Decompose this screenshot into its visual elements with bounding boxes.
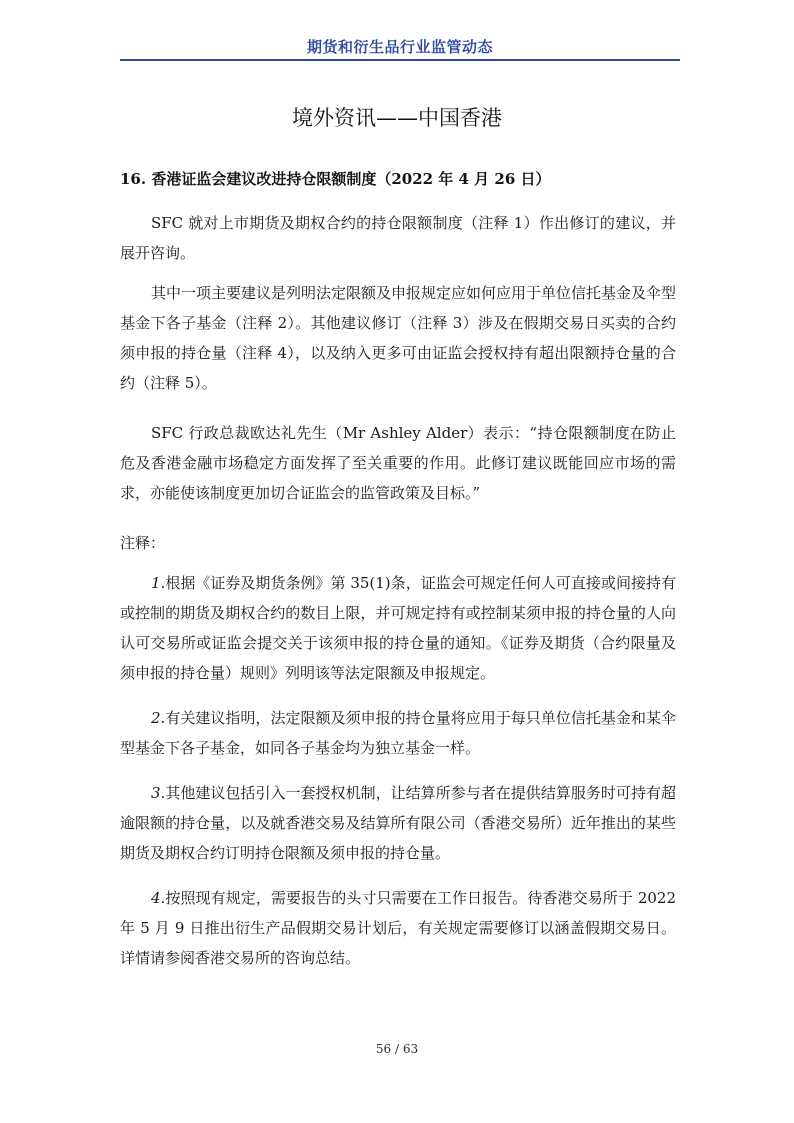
note-number: 3. <box>151 784 166 802</box>
note-text: 有关建议指明，法定限额及须申报的持仓量将应用于每只单位信托基金和某伞型基金下各子基金，如同各子基金均为独立基金一样。 <box>120 709 676 757</box>
note-number: 4. <box>151 889 166 907</box>
section-title: 境外资讯——中国香港 <box>292 106 502 130</box>
article-body <box>120 208 676 1008</box>
paragraph: SFC 就对上市期货及期权合约的持仓限额制度（注释 1）作出修订的建议，并展开咨询。 <box>120 214 676 262</box>
page-number: 56 / 63 <box>375 1042 419 1056</box>
paragraph: SFC 行政总裁欧达礼先生（Mr Ashley Alder）表示：“持仓限额制度在防止危及香港金融市场稳定方面发挥了至关重要的作用。此修订建议既能回应市场的需求，亦能使该制度更加切合证监会的监管政策及目标。” <box>120 424 676 502</box>
header-title: 期货和衍生品行业监管动态 <box>306 38 493 56</box>
note-item <box>120 883 676 973</box>
note-text: 根据《证券及期货条例》第 35(1)条，证监会可规定任何人可直接或间接持有或控制的期货及期权合约的数目上限，并可规定持有或控制某须申报的持仓量的人向认可交易所或证监会提交关于该须申报的持仓量的通知。《证券及期货（合约限量及须申报的持仓量）规则》列明该等法定限额及申报规定。 <box>120 574 676 682</box>
item-heading: 16. 香港证监会建议改进持仓限额制度（2022 年 4 月 26 日） <box>120 170 551 188</box>
note-item <box>120 778 676 868</box>
note-number: 2. <box>151 709 166 727</box>
paragraph: 其中一项主要建议是列明法定限额及申报规定应如何应用于单位信托基金及伞型基金下各子基金（注释 2）。其他建议修订（注释 3）涉及在假期交易日买卖的合约须申报的持仓量（注释 4），以及纳入更多可由证监会授权持有超出限额持仓量的合约（注释 5）。 <box>120 284 677 392</box>
note-text: 按照现有规定，需要报告的头寸只需要在工作日报告。待香港交易所于 2022 年 5 月 9 日推出衍生产品假期交易计划后，有关规定需要修订以涵盖假期交易日。详情请参阅香港交易所的咨询总结。 <box>120 889 676 967</box>
notes-label: 注释： <box>120 534 166 552</box>
note-item <box>120 568 676 688</box>
note-text: 其他建议包括引入一套授权机制，让结算所参与者在提供结算服务时可持有超逾限额的持仓量，以及就香港交易及结算所有限公司（香港交易所）近年推出的某些期货及期权合约订明持仓限额及须申报的持仓量。 <box>120 784 676 862</box>
note-item <box>120 703 676 763</box>
note-number: 1. <box>151 574 166 592</box>
header-divider <box>120 59 680 61</box>
